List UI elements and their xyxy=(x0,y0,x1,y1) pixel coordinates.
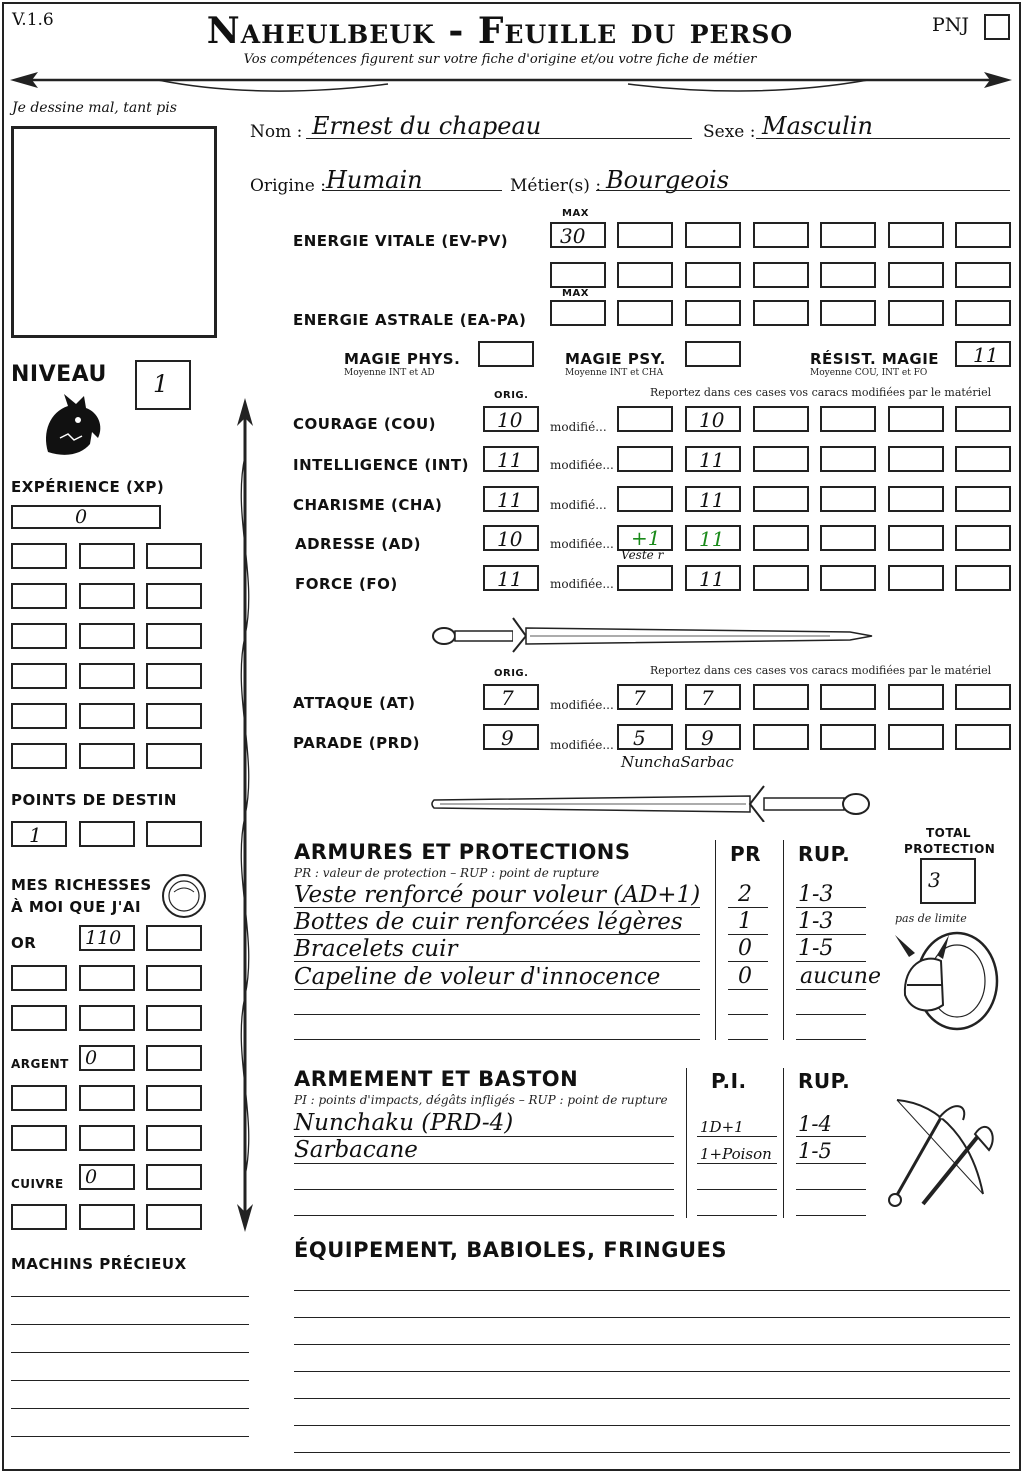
resist-magie-label: RÉSIST. MAGIE xyxy=(810,350,940,368)
cuivre-value: 0 xyxy=(85,1166,98,1188)
carac-mod-box[interactable] xyxy=(955,406,1011,432)
at-orig-box[interactable] xyxy=(483,684,539,710)
ea-box[interactable] xyxy=(685,300,741,326)
armement-title: ARMEMENT ET BASTON xyxy=(294,1067,579,1091)
nom-line xyxy=(306,138,692,139)
argent-box[interactable] xyxy=(146,1125,202,1151)
modifiee-label: modifiée... xyxy=(550,537,614,551)
carac-mod-value: 11 xyxy=(699,488,725,512)
armor-line xyxy=(728,934,768,935)
or-value: 110 xyxy=(85,927,122,949)
sword-icon xyxy=(430,614,875,654)
total-protection-label-2: PROTECTION xyxy=(904,842,996,856)
nom-value[interactable]: Ernest du chapeau xyxy=(312,112,542,140)
equipment-line[interactable] xyxy=(294,1317,1010,1318)
modifiee-label: modifiée... xyxy=(550,738,614,752)
carac-label: COURAGE (COU) xyxy=(293,415,437,433)
weapon-line xyxy=(796,1189,866,1190)
carac-mod-box[interactable] xyxy=(617,446,673,472)
or-box[interactable] xyxy=(11,1005,67,1031)
sexe-line xyxy=(756,138,1010,139)
magie-psy-box[interactable] xyxy=(685,341,741,367)
carac-orig-value: 10 xyxy=(497,408,523,432)
weapon-line xyxy=(294,1215,674,1216)
carac-mod-value: 11 xyxy=(699,567,725,591)
armor-line xyxy=(294,989,700,990)
ev-box[interactable] xyxy=(617,262,673,288)
ev-box[interactable] xyxy=(685,222,741,248)
or-box[interactable] xyxy=(79,1005,135,1031)
carac-orig-box[interactable] xyxy=(483,565,539,591)
armures-title: ARMURES ET PROTECTIONS xyxy=(294,840,631,864)
origine-label: Origine : xyxy=(250,176,326,196)
pi-header: P.I. xyxy=(711,1069,747,1093)
nom-label: Nom : xyxy=(250,122,303,142)
coin-icon xyxy=(160,872,208,920)
xp-box[interactable] xyxy=(11,505,161,529)
weapon-pi[interactable]: 1D+1 xyxy=(700,1118,744,1136)
armor-line xyxy=(796,934,866,935)
argent-box[interactable] xyxy=(146,1085,202,1111)
prd-mod-value: 5 xyxy=(633,726,646,750)
carac-mod-box[interactable] xyxy=(617,406,673,432)
xp-box[interactable] xyxy=(11,663,67,689)
argent-box[interactable] xyxy=(11,1125,67,1151)
weapon-line xyxy=(294,1163,674,1164)
carac-orig-box[interactable] xyxy=(483,486,539,512)
crossed-weapons-icon xyxy=(883,1094,1001,1214)
carac-mod-box[interactable] xyxy=(955,565,1011,591)
weapon-rup[interactable]: 1-5 xyxy=(798,1139,832,1163)
carac-mod-box[interactable] xyxy=(753,486,809,512)
destin-box[interactable] xyxy=(11,821,67,847)
precious-line[interactable] xyxy=(11,1352,249,1353)
weapon-line xyxy=(796,1215,866,1216)
weapon-divider xyxy=(783,1068,784,1218)
xp-box[interactable] xyxy=(11,623,67,649)
armor-rup[interactable]: aucune xyxy=(800,964,881,989)
modifie-label: modifié... xyxy=(550,498,607,512)
carac-mod-box[interactable] xyxy=(753,565,809,591)
prd-mod-box[interactable] xyxy=(617,724,673,750)
ev-box[interactable] xyxy=(955,222,1011,248)
carac-mod-box[interactable] xyxy=(820,525,876,551)
at-mod-box[interactable] xyxy=(955,684,1011,710)
metier-label: Métier(s) : xyxy=(510,176,602,196)
xp-box[interactable] xyxy=(79,743,135,769)
weapon-rup[interactable]: 1-4 xyxy=(798,1112,832,1136)
prd-note: NunchaSarbac xyxy=(621,753,734,771)
at-mod-value: 7 xyxy=(633,686,646,710)
argent-box[interactable] xyxy=(146,1045,202,1071)
total-protection-label: TOTAL xyxy=(926,826,972,840)
prd-mod-box[interactable] xyxy=(955,724,1011,750)
equipment-line[interactable] xyxy=(294,1344,1010,1345)
xp-box[interactable] xyxy=(79,663,135,689)
armor-pr[interactable]: 2 xyxy=(738,882,752,907)
magie-psy-note: Moyenne INT et CHA xyxy=(565,368,664,378)
armor-line xyxy=(796,907,866,908)
armor-pr[interactable]: 0 xyxy=(738,936,752,961)
precious-line[interactable] xyxy=(11,1296,249,1297)
destin-value: 1 xyxy=(29,823,42,847)
armor-name[interactable]: Bottes de cuir renforcées légères xyxy=(294,909,683,935)
armor-line xyxy=(728,1039,768,1040)
weapon-line xyxy=(294,1189,674,1190)
weapon-line xyxy=(796,1163,866,1164)
destin-box[interactable] xyxy=(79,821,135,847)
modifiee-label: modifiée... xyxy=(550,698,614,712)
xp-box[interactable] xyxy=(79,543,135,569)
equipment-line[interactable] xyxy=(294,1371,1010,1372)
equipment-line[interactable] xyxy=(294,1452,1010,1453)
ea-max-box[interactable] xyxy=(550,300,606,326)
spear-divider-icon xyxy=(8,66,1014,100)
prd-mod-box[interactable] xyxy=(820,724,876,750)
cuivre-box[interactable] xyxy=(79,1204,135,1230)
ea-box[interactable] xyxy=(888,300,944,326)
weapon-line xyxy=(697,1189,777,1190)
carac-orig-value: 10 xyxy=(497,527,523,551)
carac-mod-box[interactable] xyxy=(888,525,944,551)
modifiee-label: modifiée... xyxy=(550,577,614,591)
carac-mod-box[interactable] xyxy=(685,406,741,432)
origine-value[interactable]: Humain xyxy=(326,166,423,194)
carac-orig-box[interactable] xyxy=(483,446,539,472)
carac-label: INTELLIGENCE (INT) xyxy=(293,456,469,474)
cuivre-label: CUIVRE xyxy=(11,1177,64,1191)
ev-max-value: 30 xyxy=(560,224,586,248)
version-label: V.1.6 xyxy=(12,10,54,30)
or-box[interactable] xyxy=(79,965,135,991)
ev-box[interactable] xyxy=(685,262,741,288)
magie-phys-box[interactable] xyxy=(478,341,534,367)
xp-box[interactable] xyxy=(79,623,135,649)
niveau-value: 1 xyxy=(153,370,169,398)
equipement-title: ÉQUIPEMENT, BABIOLES, FRINGUES xyxy=(294,1238,727,1262)
at-orig-value: 7 xyxy=(501,686,514,710)
weapon-name[interactable]: Sarbacane xyxy=(294,1137,418,1163)
weapon-line xyxy=(697,1215,777,1216)
cuivre-box[interactable] xyxy=(146,1204,202,1230)
armor-rup[interactable]: 1-3 xyxy=(798,882,834,907)
ev-box[interactable] xyxy=(550,262,606,288)
equipment-line[interactable] xyxy=(294,1425,1010,1426)
ev-box[interactable] xyxy=(753,222,809,248)
armor-line xyxy=(294,1039,700,1040)
weapon-line xyxy=(697,1163,777,1164)
armor-rup[interactable]: 1-5 xyxy=(798,936,834,961)
origine-line xyxy=(322,190,502,191)
carac-orig-box[interactable] xyxy=(483,525,539,551)
page-subtitle: Vos compétences figurent sur votre fiche d'origine et/ou votre fiche de métier xyxy=(243,52,757,67)
armor-rup[interactable]: 1-3 xyxy=(798,909,834,934)
xp-box[interactable] xyxy=(79,703,135,729)
xp-label: EXPÉRIENCE (XP) xyxy=(11,478,165,496)
armor-divider xyxy=(783,840,784,1040)
xp-box[interactable] xyxy=(11,543,67,569)
modifie-label: modifié... xyxy=(550,420,607,434)
vertical-spear-icon xyxy=(230,396,260,1234)
prd-mod-box[interactable] xyxy=(685,724,741,750)
ea-max-label: MAX xyxy=(562,288,589,299)
metier-value[interactable]: Bourgeois xyxy=(606,166,730,194)
carac-mod-box[interactable] xyxy=(617,486,673,512)
pnj-label: PNJ xyxy=(932,14,970,36)
armor-line xyxy=(294,907,700,908)
carac-orig-box[interactable] xyxy=(483,406,539,432)
pr-header: PR xyxy=(730,842,762,866)
resist-magie-box[interactable] xyxy=(955,341,1011,367)
prd-mod-value: 9 xyxy=(701,726,714,750)
carac-mod-box[interactable] xyxy=(685,565,741,591)
precious-line[interactable] xyxy=(11,1436,249,1437)
cuivre-box[interactable] xyxy=(79,1164,135,1190)
carac-mod-box[interactable] xyxy=(955,525,1011,551)
page-title: Naheulbeuk - Feuille du perso xyxy=(206,10,794,52)
or-label: OR xyxy=(11,934,37,952)
carac-mod-box[interactable] xyxy=(685,525,741,551)
resist-magie-value: 11 xyxy=(973,343,999,367)
metier-line xyxy=(596,190,1010,191)
prd-orig-value: 9 xyxy=(501,726,514,750)
xp-value: 0 xyxy=(75,506,88,528)
niveau-label: NIVEAU xyxy=(11,362,107,387)
carac-mod-box[interactable] xyxy=(753,446,809,472)
carac-mod-value: +1 xyxy=(631,526,661,550)
or-box[interactable] xyxy=(146,1005,202,1031)
at-mod-box[interactable] xyxy=(617,684,673,710)
modifiee-label: modifiée... xyxy=(550,458,614,472)
carac-orig-value: 11 xyxy=(497,488,523,512)
equipment-line[interactable] xyxy=(294,1290,1010,1291)
carac-mod-box[interactable] xyxy=(820,406,876,432)
carac-mod-value: 11 xyxy=(699,448,725,472)
ev-max-box[interactable] xyxy=(550,222,606,248)
no-limit-label: pas de limite xyxy=(895,912,967,925)
xp-box[interactable] xyxy=(146,623,202,649)
equipment-line[interactable] xyxy=(294,1398,1010,1399)
ev-box[interactable] xyxy=(753,262,809,288)
ev-box[interactable] xyxy=(617,222,673,248)
or-box[interactable] xyxy=(146,965,202,991)
niveau-box[interactable] xyxy=(135,360,191,410)
prd-mod-box[interactable] xyxy=(888,724,944,750)
at-mod-box[interactable] xyxy=(820,684,876,710)
ev-box[interactable] xyxy=(955,262,1011,288)
magie-psy-label: MAGIE PSY. xyxy=(565,350,666,368)
argent-value: 0 xyxy=(85,1047,98,1069)
portrait-caption: Je dessine mal, tant pis xyxy=(12,100,177,116)
armor-line xyxy=(728,1014,768,1015)
argent-box[interactable] xyxy=(11,1085,67,1111)
weapon-rup-header: RUP. xyxy=(798,1069,851,1093)
ea-box[interactable] xyxy=(617,300,673,326)
magie-phys-note: Moyenne INT et AD xyxy=(344,368,435,378)
parade-label: PARADE (PRD) xyxy=(293,734,421,752)
richesses-label: MES RICHESSES xyxy=(11,876,152,894)
armor-pr[interactable]: 1 xyxy=(738,909,752,934)
carac-mod-box[interactable] xyxy=(753,525,809,551)
precious-line[interactable] xyxy=(11,1408,249,1409)
carac-mod-box[interactable] xyxy=(685,446,741,472)
armor-line xyxy=(796,989,866,990)
xp-box[interactable] xyxy=(146,743,202,769)
attaque-label: ATTAQUE (AT) xyxy=(293,694,416,712)
portrait-box[interactable] xyxy=(11,126,217,338)
cuivre-box[interactable] xyxy=(146,1164,202,1190)
carac-label: CHARISME (CHA) xyxy=(293,496,443,514)
argent-label: ARGENT xyxy=(11,1057,69,1071)
ea-box[interactable] xyxy=(955,300,1011,326)
ea-box[interactable] xyxy=(820,300,876,326)
helmet-shield-icon xyxy=(885,925,1003,1035)
carac-mod-box[interactable] xyxy=(888,406,944,432)
pnj-checkbox[interactable] xyxy=(984,14,1010,40)
carac-mod-box[interactable] xyxy=(955,446,1011,472)
combat-note: Reportez dans ces cases vos caracs modifiées par le matériel xyxy=(650,664,992,677)
at-mod-box[interactable] xyxy=(753,684,809,710)
or-box[interactable] xyxy=(79,925,135,951)
weapon-name[interactable]: Nunchaku (PRD-4) xyxy=(294,1110,514,1136)
or-box[interactable] xyxy=(11,965,67,991)
carac-mod-value: 11 xyxy=(699,527,725,551)
rup-header: RUP. xyxy=(798,842,851,866)
at-mod-value: 7 xyxy=(701,686,714,710)
carac-mod-box[interactable] xyxy=(685,486,741,512)
carac-mod-box[interactable] xyxy=(888,565,944,591)
ev-box[interactable] xyxy=(820,222,876,248)
armor-line xyxy=(796,1039,866,1040)
carac-mod-box[interactable] xyxy=(955,486,1011,512)
sexe-label: Sexe : xyxy=(703,122,756,142)
combat-orig-label: ORIG. xyxy=(494,668,529,679)
destin-label: POINTS DE DESTIN xyxy=(11,791,177,809)
at-mod-box[interactable] xyxy=(888,684,944,710)
weapon-line xyxy=(697,1136,777,1137)
magie-phys-label: MAGIE PHYS. xyxy=(344,350,461,368)
xp-box[interactable] xyxy=(11,703,67,729)
sexe-value[interactable]: Masculin xyxy=(762,112,873,140)
cuivre-box[interactable] xyxy=(11,1204,67,1230)
argent-box[interactable] xyxy=(79,1125,135,1151)
armor-line xyxy=(728,989,768,990)
total-protection-value: 3 xyxy=(928,868,941,892)
at-mod-box[interactable] xyxy=(685,684,741,710)
ea-label: ENERGIE ASTRALE (EA-PA) xyxy=(293,311,527,329)
ev-box[interactable] xyxy=(888,222,944,248)
armures-sub: PR : valeur de protection – RUP : point de rupture xyxy=(294,866,600,880)
xp-box[interactable] xyxy=(11,583,67,609)
or-box[interactable] xyxy=(146,925,202,951)
carac-mod-box[interactable] xyxy=(753,406,809,432)
armor-name[interactable]: Veste renforcé pour voleur (AD+1) xyxy=(294,882,701,908)
armor-line xyxy=(294,961,700,962)
ev-box[interactable] xyxy=(888,262,944,288)
carac-orig-value: 11 xyxy=(497,567,523,591)
total-protection-box[interactable] xyxy=(920,858,976,904)
xp-box[interactable] xyxy=(146,583,202,609)
carac-mod-note: Veste r xyxy=(621,548,664,562)
weapon-divider xyxy=(686,1068,687,1218)
armor-line xyxy=(294,934,700,935)
armor-line xyxy=(796,961,866,962)
armor-pr[interactable]: 0 xyxy=(738,964,752,989)
xp-box[interactable] xyxy=(79,583,135,609)
resist-magie-note: Moyenne COU, INT et FO xyxy=(810,368,928,378)
weapon-pi[interactable]: 1+Poison xyxy=(700,1145,772,1163)
ev-label: ENERGIE VITALE (EV-PV) xyxy=(293,232,509,250)
armor-name[interactable]: Bracelets cuir xyxy=(294,936,458,962)
carac-mod-box[interactable] xyxy=(888,486,944,512)
precious-line[interactable] xyxy=(11,1324,249,1325)
carac-mod-box[interactable] xyxy=(820,565,876,591)
carac-mod-box[interactable] xyxy=(617,565,673,591)
xp-box[interactable] xyxy=(146,663,202,689)
carac-label: ADRESSE (AD) xyxy=(295,535,422,553)
ea-box[interactable] xyxy=(753,300,809,326)
carac-label: FORCE (FO) xyxy=(295,575,398,593)
orig-label: ORIG. xyxy=(494,390,529,401)
ev-box[interactable] xyxy=(820,262,876,288)
armement-sub: PI : points d'impacts, dégâts infligés – RUP : point de rupture xyxy=(294,1093,668,1107)
weapon-line xyxy=(796,1136,866,1137)
armor-line xyxy=(294,1014,700,1015)
xp-box[interactable] xyxy=(146,543,202,569)
carac-mod-value: 10 xyxy=(699,408,725,432)
sword-icon xyxy=(430,782,875,822)
ev-max-label: MAX xyxy=(562,208,589,219)
prd-mod-box[interactable] xyxy=(753,724,809,750)
argent-box[interactable] xyxy=(79,1045,135,1071)
destin-box[interactable] xyxy=(146,821,202,847)
carac-orig-value: 11 xyxy=(497,448,523,472)
armor-line xyxy=(728,961,768,962)
armor-name[interactable]: Capeline de voleur d'innocence xyxy=(294,964,661,990)
carac-mod-box[interactable] xyxy=(888,446,944,472)
richesses-label-2: À MOI QUE J'AI xyxy=(11,898,142,916)
xp-box[interactable] xyxy=(11,743,67,769)
armor-divider xyxy=(715,840,716,1040)
armor-line xyxy=(728,907,768,908)
machins-precieux-label: MACHINS PRÉCIEUX xyxy=(11,1255,187,1273)
dragon-head-icon xyxy=(38,392,106,462)
armor-line xyxy=(796,1014,866,1015)
carac-note: Reportez dans ces cases vos caracs modifiées par le matériel xyxy=(650,386,992,399)
carac-mod-box[interactable] xyxy=(820,446,876,472)
prd-orig-box[interactable] xyxy=(483,724,539,750)
argent-box[interactable] xyxy=(79,1085,135,1111)
xp-box[interactable] xyxy=(146,703,202,729)
precious-line[interactable] xyxy=(11,1380,249,1381)
carac-mod-box[interactable] xyxy=(820,486,876,512)
